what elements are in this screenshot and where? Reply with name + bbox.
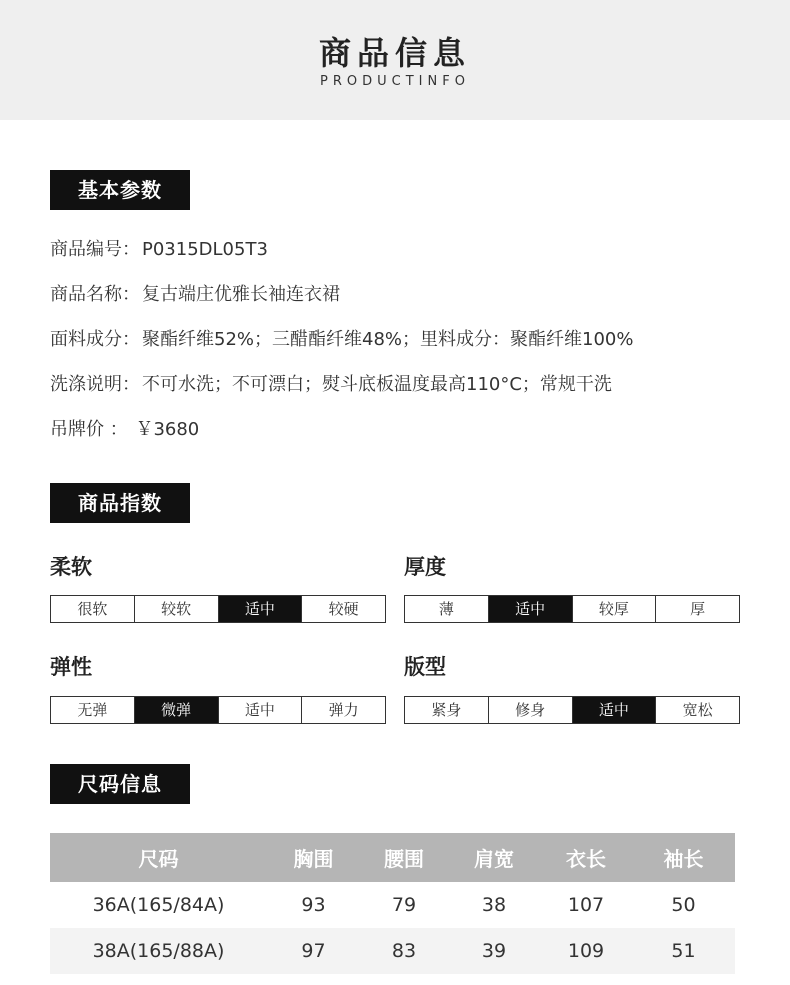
table-cell: 38A(165/88A) — [50, 928, 267, 974]
table-row — [50, 928, 735, 974]
scale-option: 较软 — [134, 596, 218, 622]
info-label: 吊牌价 ： — [50, 419, 128, 440]
scale-option: 适中 — [218, 596, 302, 622]
info-row-code — [50, 237, 268, 263]
scale-option: 适中 — [572, 697, 656, 723]
index-label-softness: 柔软 — [50, 555, 92, 579]
column-header: 肩宽 — [448, 833, 540, 882]
scale-option: 适中 — [218, 697, 302, 723]
column-header: 衣长 — [540, 833, 632, 882]
index-label-fit: 版型 — [404, 655, 446, 679]
info-row-care — [50, 372, 612, 398]
scale-option: 厚 — [655, 596, 739, 622]
scale-option: 微弹 — [134, 697, 218, 723]
size-table-header — [50, 833, 735, 882]
table-cell: 109 — [540, 928, 632, 974]
scale-thickness — [404, 595, 740, 623]
info-value: 聚酯纤维52%；三醋酯纤维48%；里料成分：聚酯纤维100% — [142, 329, 634, 350]
table-cell: 38 — [481, 894, 507, 916]
scale-option: 很软 — [77, 600, 108, 618]
info-label: 面料成分： — [50, 329, 140, 350]
index-label-elasticity: 弹性 — [50, 655, 92, 679]
scale-option: 修身 — [488, 697, 572, 723]
table-cell: 97 — [267, 928, 360, 974]
scale-option: 较硬 — [301, 596, 385, 622]
table-cell: 107 — [567, 894, 605, 916]
scale-option: 宽松 — [655, 697, 739, 723]
info-label: 商品名称： — [50, 284, 140, 305]
page-header — [0, 0, 790, 120]
scale-option: 紧身 — [431, 701, 462, 719]
scale-softness — [50, 595, 386, 623]
scale-option: 较厚 — [572, 596, 656, 622]
info-row-name — [50, 282, 340, 308]
column-header: 袖长 — [632, 833, 735, 882]
section-tag-index: 商品指数 — [50, 483, 190, 523]
info-label: 洗涤说明： — [50, 374, 140, 395]
info-row-fabric — [50, 327, 633, 353]
info-value: ￥3680 — [129, 419, 200, 440]
scale-fit — [404, 696, 740, 724]
table-cell: 39 — [448, 928, 540, 974]
section-tag-size: 尺码信息 — [50, 764, 190, 804]
column-header: 腰围 — [360, 833, 448, 882]
page-title: 商品信息 — [318, 34, 471, 72]
table-cell: 51 — [632, 928, 735, 974]
table-cell: 36A(165/84A) — [92, 894, 225, 916]
table-cell: 93 — [301, 894, 326, 916]
table-row — [50, 882, 735, 928]
table-cell: 79 — [391, 894, 417, 916]
scale-option: 弹力 — [301, 697, 385, 723]
scale-elasticity — [50, 696, 386, 724]
info-label: 商品编号： — [50, 239, 140, 260]
section-tag-basic: 基本参数 — [50, 170, 190, 210]
column-header: 尺码 — [50, 833, 267, 882]
scale-option: 无弹 — [77, 701, 108, 719]
scale-option: 适中 — [488, 596, 572, 622]
index-label-thickness: 厚度 — [404, 555, 446, 579]
table-cell: 83 — [360, 928, 448, 974]
scale-option: 薄 — [438, 600, 454, 618]
info-value: P0315DL05T3 — [142, 239, 268, 260]
column-header: 胸围 — [267, 833, 360, 882]
info-row-price — [50, 417, 199, 443]
info-value: 复古端庄优雅长袖连衣裙 — [142, 284, 340, 305]
page-subtitle: PRODUCTINFO — [320, 74, 470, 89]
info-value: 不可水洗；不可漂白；熨斗底板温度最高110°C；常规干洗 — [142, 374, 612, 395]
size-table — [50, 833, 735, 974]
table-cell: 50 — [671, 894, 696, 916]
